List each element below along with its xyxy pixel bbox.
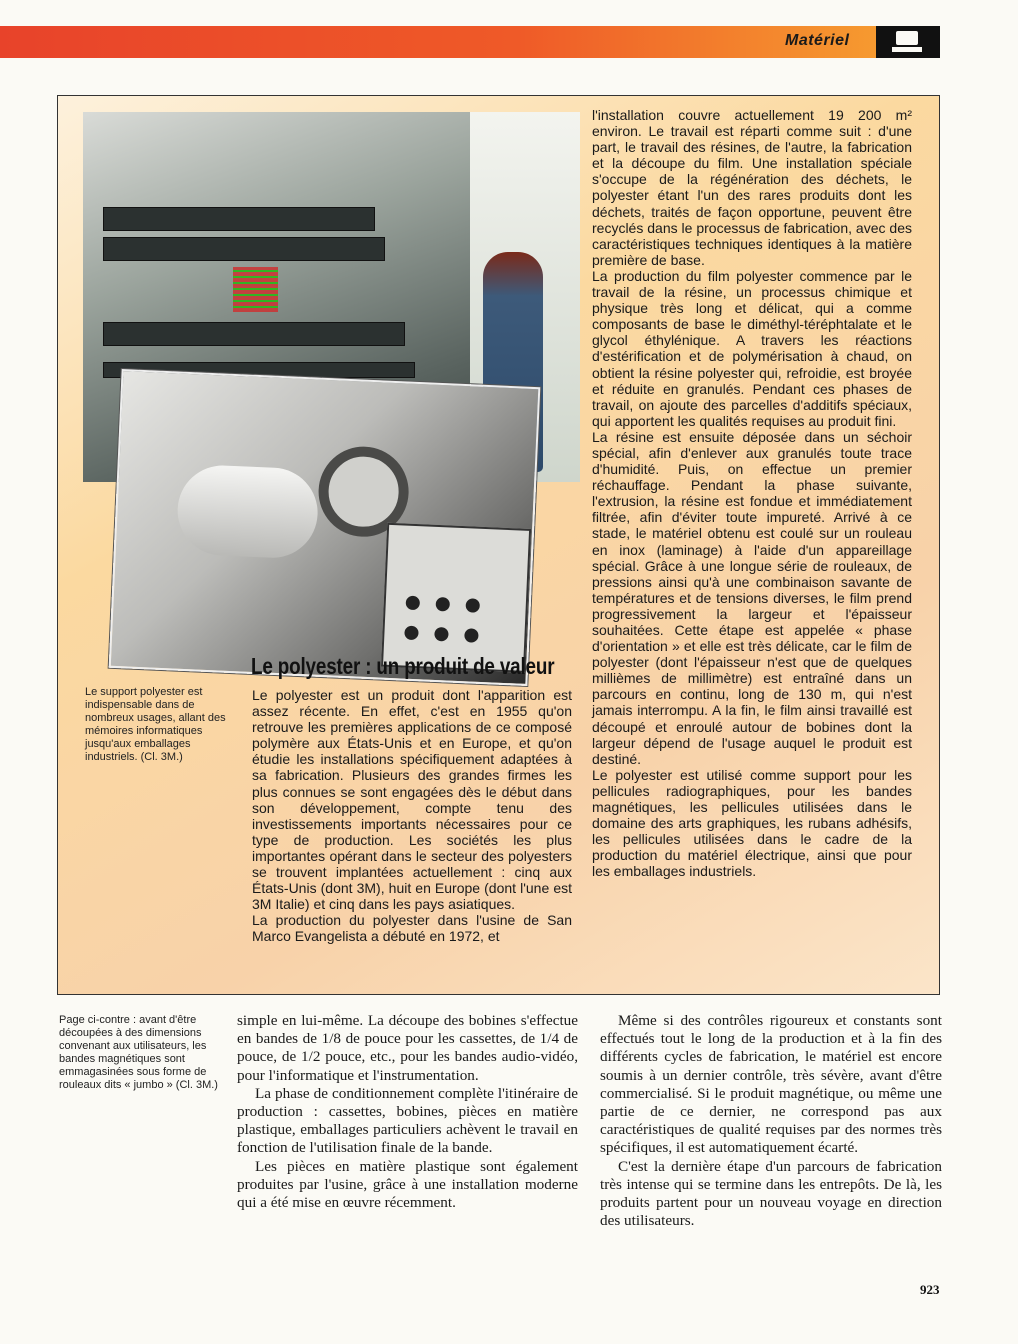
- paragraph: La production du film polyester commence par le travail de la résine, un processus chimique et physique très long et délicat, qui a comme composants de base le diméthyl-téréphtalate et le glycol éthylénique. A travers les réactions d'estérification et de polymérisation à chaud, on obtient la résine polyester qui, refroidie, est broyée et réduite en granulés. Pendant ces phases de travail, on ajoute des parcelles d'additifs spéciaux, qui apportent les qualités requises au produit fini.: [592, 267, 912, 429]
- bottom-column-right: [600, 1012, 942, 1230]
- paragraph: La production du polyester dans l'usine de San Marco Evangelista a débuté en 1972, et: [252, 912, 572, 945]
- article-title: Le polyester : un produit de valeur: [251, 653, 555, 679]
- machine-photo: [109, 369, 541, 686]
- paragraph: l'installation couvre actuellement 19 200 m² environ. Le travail est réparti comme suit : d'une part, le travail des résines, de l'autre, la fabrication et la découpe du film. Une installation spéciale s'occupe de la régénération des déchets, le polyester étant l'un des rares produits dont les déchets, traités de façon opportune, peuvent être recyclés dans le processus de fabrication, avec des caractéristiques techniques identiques à la matière première de base.: [592, 107, 912, 268]
- caption-bottom: Page ci-contre : avant d'être découpées à des dimensions convenant aux utilisateurs, les bandes magnétiques sont emmagasinées sous forme de rouleaux dits « jumbo » (Cl. 3M.): [59, 1014, 218, 1091]
- bottom-column-left: [237, 1012, 578, 1212]
- paragraph: simple en lui-même. La découpe des bobines s'effectue en bandes de 1/8 de pouce pour les cassettes, de 1/4 de pouce, de 1/2 pouce, etc., pour les bandes audio-vidéo, pour l'informatique et l'instrumentation.: [237, 1012, 578, 1084]
- paragraph: La phase de conditionnement complète l'itinéraire de production : cassettes, bobines, pièces en matière plastique, emballages particuliers achèvent le travail en fonction de l'utilisation finale de la bande.: [237, 1084, 578, 1157]
- paragraph: Le polyester est utilisé comme support pour les pellicules radiographiques, pour les bandes magnétiques, les pellicules utilisées dans le domaine des arts graphiques, les rubans adhésifs, les pellicules utilisées dans le cadre de la production du matériel électrique, ainsi que pour les emballages industriels.: [592, 766, 912, 880]
- box-column-left: [252, 687, 572, 945]
- section-label: Matériel: [785, 32, 850, 49]
- box-column-right: [592, 107, 912, 880]
- paragraph: La résine est ensuite déposée dans un séchoir spécial, afin d'enlever aux granulés toute trace d'humidité. Puis, on effectue un premier réchauffage. Pendant la phase suivante, l'extrusion, la résine est fondue et immédiatement filtrée, afin d'éviter toute impureté. Arrivé à ce stade, le matériel obtenu est coulé sur un rouleau en inox (laminage) à l'aide d'un appareillage spécial. Grâce à une longue série de rouleaux, de pressions ainsi qu'à une combinaison savante de températures et de tensions diverses, le film prend progressivement la largeur et l'épaisseur souhaitées. Cette étape est appelée « phase d'orientation » et elle est très délicate, car le film de polyester (dont l'épaisseur n'est que de quelques millièmes de millimètre) est entraîné dans un parcours en continu, long de 130 m, qui n'est jamais interrompu. A la fin, le film ainsi travaillé est découpé et enroulé autour de bobines dont la largeur dépend de l'usage auquel le produit est destiné.: [592, 428, 912, 767]
- paragraph: Les pièces en matière plastique sont également produites par l'usine, grâce à une installation moderne qui a été mise en œuvre récemment.: [237, 1157, 578, 1212]
- paragraph: C'est la dernière étape d'un parcours de fabrication très intense qui se termine dans les entrepôts. De là, les produits partent pour un nouveau voyage en direction des utilisateurs.: [600, 1157, 942, 1230]
- page-number: 923: [920, 1282, 940, 1297]
- computer-icon: [876, 26, 940, 58]
- caption-top: Le support polyester est indispensable dans de nombreux usages, allant des mémoires informatiques jusqu'aux emballages industriels. (Cl. 3M.): [85, 686, 226, 763]
- paragraph: Le polyester est un produit dont l'apparition est assez récente. En effet, c'est en 1955 qu'on retrouve les premières applications de ce composé polymère aux États-Unis et en Europe, et qu'on étudie les installations spécifiquement adaptées à sa fabrication. Plusieurs des grandes firmes les plus connues se sont engagées dès le début dans son développement, compte tenu des investissements importants nécessaires pour ce type de production. Les sociétés les plus importantes opérant dans le secteur des polyesters se trouvent implantées actuellement : cinq aux États-Unis (dont 3M), huit en Europe (dont l'une est 3M Italie) et cinq dans les pays asiatiques.: [252, 687, 572, 913]
- paragraph: Même si des contrôles rigoureux et constants sont effectués tout le long de la production et à la fin des différents cycles de fabrication, le matériel est encore soumis à un dernier contrôle, très sévère, avant d'être commercialisé. Si le produit magnétique, ou même une partie de ce dernier, ne correspond pas aux caractéristiques de qualité requises par des normes très spécifiques, il est automatiquement écarté.: [600, 1012, 942, 1157]
